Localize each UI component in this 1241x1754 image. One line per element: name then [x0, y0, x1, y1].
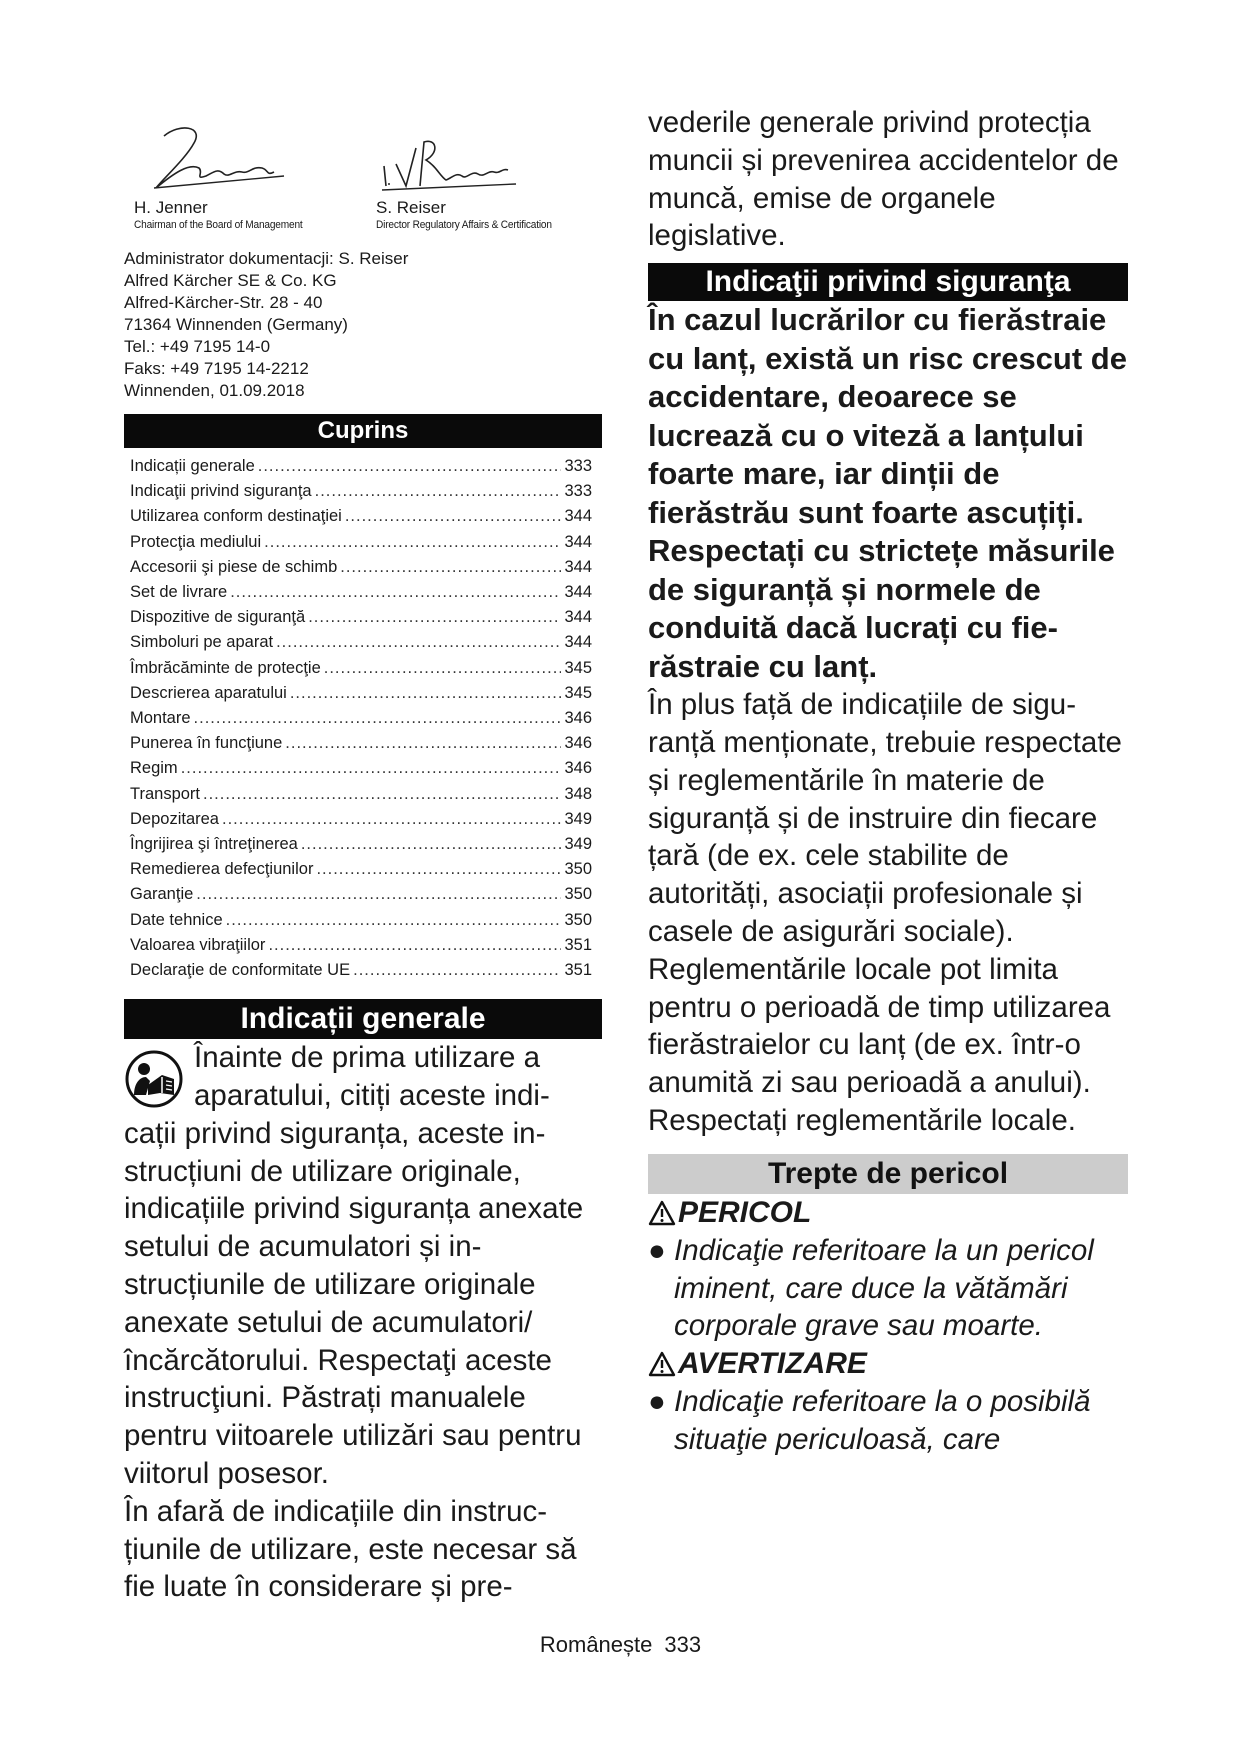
toc-row — [124, 908, 592, 933]
toc-item-page: 346 — [564, 759, 592, 778]
signature-block — [124, 118, 602, 240]
toc-item-title: Garanţie — [130, 885, 194, 904]
toc-item-title: Transport — [130, 784, 200, 803]
toc-item-title: Montare — [130, 709, 191, 728]
general-heading: Indicații generale — [124, 999, 602, 1039]
intro-first-line: Înainte de prima utilizare a aparatului, citiți aceste indi- — [194, 1041, 550, 1113]
toc-item-page: 346 — [564, 734, 592, 753]
signature-name: H. Jenner — [134, 198, 208, 217]
toc-leader-dots — [324, 656, 562, 681]
toc-item-page: 351 — [564, 935, 592, 954]
toc-item-title: Punerea în funcţiune — [130, 734, 283, 753]
warning-text: Indicaţie referitoare la o posibilă situaţie periculoasă, care — [674, 1385, 1091, 1456]
toc-leader-dots — [276, 630, 561, 655]
danger-levels-heading: Trepte de pericol — [648, 1154, 1128, 1194]
toc-item-title: Simboluri pe aparat — [130, 633, 274, 652]
toc-row — [124, 958, 592, 983]
toc-leader-dots — [268, 933, 561, 958]
danger-label-text: PERICOL — [678, 1195, 812, 1229]
toc-item-page: 349 — [564, 835, 592, 854]
toc-row — [124, 630, 592, 655]
signature-reiser — [376, 118, 596, 232]
warning-triangle-icon — [648, 1351, 676, 1377]
address-line: Faks: +49 7195 14-2212 — [124, 359, 309, 378]
toc-leader-dots — [316, 857, 561, 882]
address-line: Winnenden, 01.09.2018 — [124, 381, 305, 400]
signature-jenner-icon — [134, 118, 304, 198]
toc-row — [124, 756, 592, 781]
toc-row — [124, 857, 592, 882]
toc-leader-dots — [290, 681, 562, 706]
toc-item-page: 346 — [564, 709, 592, 728]
toc-item-title: Îngrijirea şi întreţinerea — [130, 835, 298, 854]
warning-label-text: AVERTIZARE — [678, 1347, 867, 1381]
address-line: 71364 Winnenden (Germany) — [124, 315, 348, 334]
toc-item-page: 349 — [564, 809, 592, 828]
general-paragraph-2: În afară de indicațiile din instrucțiunile de utilizare, este necesar să fie luate în considerare și pre — [124, 1494, 577, 1604]
toc-leader-dots — [203, 782, 561, 807]
toc-item-title: Protecţia mediului — [130, 532, 262, 551]
toc-item-page: 344 — [564, 557, 592, 576]
bullet-icon: ● — [648, 1385, 666, 1419]
toc-leader-dots — [308, 605, 561, 630]
toc-leader-dots — [345, 504, 562, 529]
toc-row — [124, 605, 592, 630]
toc-item-page: 345 — [564, 658, 592, 677]
toc-leader-dots — [315, 479, 562, 504]
toc-item-page: 344 — [564, 507, 592, 526]
toc-leader-dots — [222, 807, 561, 832]
address-line: Alfred-Kärcher-Str. 28 - 40 — [124, 293, 323, 312]
toc-item-page: 344 — [564, 583, 592, 602]
address-block — [124, 248, 602, 402]
toc-item-page: 344 — [564, 532, 592, 551]
general-intro — [124, 1039, 602, 1607]
signature-role: Chairman of the Board of Management — [134, 219, 303, 231]
page-footer — [0, 1632, 1241, 1658]
toc-item-page: 348 — [564, 784, 592, 803]
toc-item-title: Utilizarea conform destinaţiei — [130, 507, 342, 526]
toc-leader-dots — [226, 908, 562, 933]
address-line: Tel.: +49 7195 14-0 — [124, 337, 271, 356]
toc-item-page: 350 — [564, 860, 592, 879]
toc-row — [124, 731, 592, 756]
toc-item-page: 344 — [564, 608, 592, 627]
signature-jenner — [134, 118, 334, 232]
toc-leader-dots — [181, 756, 562, 781]
toc-item-title: Indicaţii privind siguranţa — [130, 482, 312, 501]
toc-leader-dots — [196, 882, 561, 907]
toc-item-page: 351 — [564, 961, 592, 980]
toc-item-title: Remedierea defecţiunilor — [130, 860, 314, 879]
signature-role: Director Regulatory Affairs & Certification — [376, 219, 552, 231]
toc-row — [124, 832, 592, 857]
toc-leader-dots — [340, 555, 561, 580]
toc-row — [124, 807, 592, 832]
right-column — [648, 104, 1128, 1459]
warning-description — [648, 1383, 1128, 1459]
danger-label — [648, 1194, 1128, 1232]
danger-description — [648, 1232, 1128, 1345]
toc-item-title: Descrierea aparatului — [130, 683, 287, 702]
warning-label — [648, 1345, 1128, 1383]
footer-language: Românește — [539, 1632, 653, 1657]
toc-leader-dots — [258, 454, 562, 479]
toc-item-title: Set de livrare — [130, 583, 228, 602]
toc-row — [124, 504, 592, 529]
table-of-contents — [124, 454, 602, 983]
signature-name: S. Reiser — [376, 198, 446, 217]
toc-item-page: 333 — [564, 482, 592, 501]
toc-leader-dots — [285, 731, 561, 756]
general-paragraph-2-continued: vederile generale privind protecția muncii și prevenirea accidentelor de muncă, emise de organele legislative. — [648, 106, 1119, 253]
toc-row — [124, 656, 592, 681]
toc-item-title: Regim — [130, 759, 178, 778]
bullet-icon: ● — [648, 1233, 666, 1267]
danger-text: Indicaţie referitoare la un pericol iminent, care duce la vătămări corporale grave sau moarte. — [674, 1233, 1094, 1343]
toc-row — [124, 782, 592, 807]
toc-item-page: 333 — [564, 457, 592, 475]
safety-heading: Indicaţii privind siguranţa — [648, 263, 1128, 301]
toc-item-page: 350 — [564, 910, 592, 929]
toc-row — [124, 681, 592, 706]
toc-item-title: Valoarea vibraţiilor — [130, 935, 266, 954]
toc-leader-dots — [264, 530, 561, 555]
toc-item-page: 350 — [564, 885, 592, 904]
footer-page-number: 333 — [664, 1632, 702, 1657]
toc-row — [124, 882, 592, 907]
toc-leader-dots — [301, 832, 562, 857]
toc-row — [124, 580, 592, 605]
toc-leader-dots — [230, 580, 561, 605]
toc-leader-dots — [353, 958, 561, 983]
toc-item-title: Date tehnice — [130, 910, 223, 929]
left-column — [124, 118, 602, 1607]
toc-item-title: Dispozitive de siguranţă — [130, 608, 306, 627]
toc-item-title: Declaraţie de conformitate UE — [130, 961, 351, 980]
warning-triangle-icon — [648, 1200, 676, 1226]
toc-leader-dots — [194, 706, 562, 731]
toc-item-title: Indicații generale — [130, 457, 255, 475]
toc-item-title: Îmbrăcăminte de protecţie — [130, 658, 321, 677]
safety-bold-paragraph: În cazul lucrărilor cu fierăstraie cu lanț, există un risc crescut de accidentare, deoarece se lucrează cu o viteză a lanțului foarte mare, iar dinții de fierăstrău sunt foarte ascuțiți. Respectați cu strictețe măsurile de siguranță și normele de conduită dacă lucrați cu fierăstraie cu lanț. — [648, 302, 1127, 684]
toc-item-page: 344 — [564, 633, 592, 652]
toc-row — [124, 706, 592, 731]
read-manual-icon — [124, 1049, 184, 1109]
toc-item-page: 345 — [564, 683, 592, 702]
toc-row — [124, 530, 592, 555]
toc-item-title: Accesorii şi piese de schimb — [130, 557, 338, 576]
toc-item-title: Depozitarea — [130, 809, 219, 828]
toc-row — [124, 933, 592, 958]
toc-row — [124, 555, 592, 580]
address-line: Alfred Kärcher SE & Co. KG — [124, 271, 337, 290]
toc-row — [124, 479, 592, 504]
address-line: Administrator dokumentacji: S. Reiser — [124, 249, 409, 268]
toc-row — [124, 454, 592, 479]
safety-paragraph: În plus față de indicațiile de siguranță menționate, trebuie respectate și reglementările în materie de siguranță și de instruire din fiecare țară (de ex. cele stabilite de autorități, asociații profesionale și casele de asigurări sociale). Reglementările locale pot limita pentru o perioadă de timp utilizarea fierăstraielor cu lanț (de ex. într-o anumită zi sau perioadă a anului). Respectați reglementările locale. — [648, 688, 1122, 1137]
signature-reiser-icon — [376, 118, 526, 198]
toc-heading: Cuprins — [124, 414, 602, 448]
intro-text: cații privind siguranța, aceste instrucțiuni de utilizare originale, indicațiile privind siguranța anexate setului de acumulatori și instrucțiunile de utilizare originale anexate setului de acumulatori/ încărcătorului. Respectaţi aceste instrucţiuni. Păstrați manualele pentru viitoarele utilizări sau pentru viitorul posesor. — [124, 1116, 584, 1491]
